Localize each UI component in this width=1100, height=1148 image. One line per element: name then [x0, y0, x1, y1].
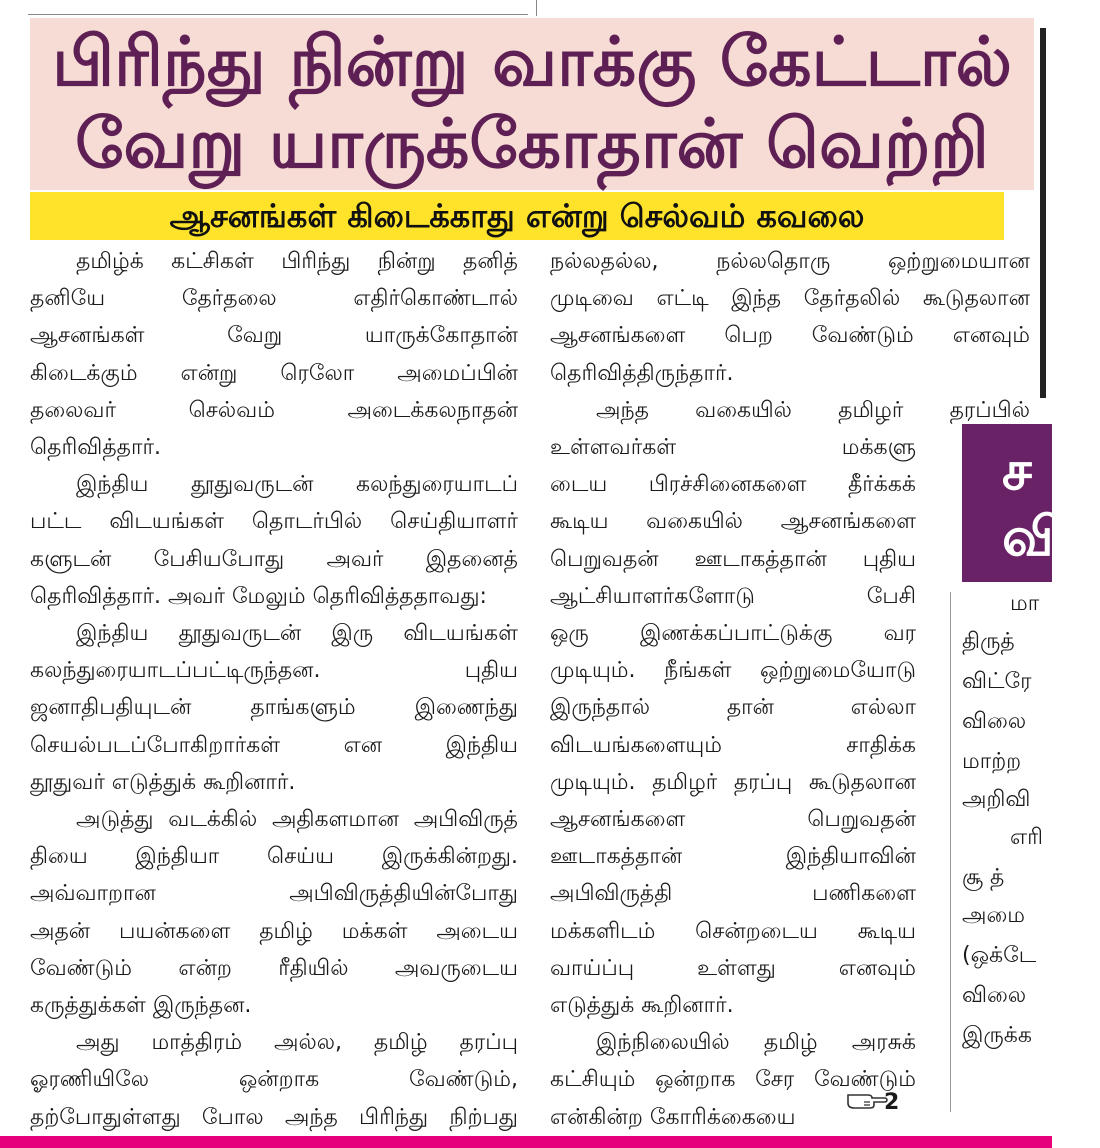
article-line: ஆசனங்கள் வேறு யாருக்கோதான் [30, 323, 518, 349]
subheadline: ஆசனங்கள் கிடைக்காது என்று செல்வம் கவலை [169, 197, 865, 235]
side-column-line: திருத் [962, 629, 1015, 654]
article-line: கலந்துரையாடப்பட்டிருந்தன. புதிய [30, 658, 518, 684]
article-line: எடுத்துக் கூறினார். [550, 993, 734, 1018]
article-line: தியை இந்தியா செய்ய இருக்கின்றது. [30, 844, 518, 870]
article-line: உள்ளவர்கள் மக்களு [550, 435, 916, 460]
side-column-line: அமை [962, 903, 1025, 928]
article-line: கிடைக்கும் என்று ரெலோ அமைப்பின் [30, 360, 518, 386]
article-line: களுடன் பேசியபோது அவர் இதனைத் [30, 546, 518, 572]
article-line: செயல்படப்போகிறார்கள் என இந்திய [30, 732, 518, 758]
article-line: ஊடாகத்தான் இந்தியாவின் [550, 844, 916, 870]
side-column-line: (ஒக்டே [962, 943, 1037, 968]
article-line: கட்சியும் ஒன்றாக சேர வேண்டும் [550, 1067, 916, 1093]
article-line: டைய பிரச்சினைகளை தீர்க்கக் [550, 472, 916, 498]
article-line: இந்திய தூதுவருடன் இரு விடயங்கள் [76, 621, 518, 646]
top-rule [28, 14, 528, 15]
side-column-line: இருக்க [962, 1023, 1032, 1048]
article-line: ஆசனங்களை பெறுவதன் [550, 807, 916, 832]
article-line: நல்லதல்ல, நல்லதொரு ஒற்றுமையான [550, 249, 1030, 274]
right-edge-bar [1040, 28, 1046, 398]
side-column-line: சூ த் [962, 865, 1005, 890]
article-line: வாய்ப்பு உள்ளது எனவும் [550, 955, 916, 981]
side-column-line: எரி [1010, 825, 1043, 850]
pointing-hand-icon [846, 1087, 888, 1111]
article-line: கருத்துக்கள் இருந்தன. [30, 993, 252, 1018]
article-line: மக்களிடம் சென்றடைய கூடிய [550, 918, 916, 944]
side-column-line: விலை [962, 709, 1027, 734]
article-line: அபிவிருத்தி பணிகளை [550, 881, 916, 907]
side-teaser-box [962, 424, 1064, 582]
article-line: தனியே தேர்தலை எதிர்கொண்டால் [30, 286, 518, 312]
article-line: இருந்தால் தான் எல்லா [550, 695, 916, 721]
article-line: அதன் பயன்களை தமிழ் மக்கள் அடைய [30, 918, 518, 944]
article-line: ஒரு இணக்கப்பாட்டுக்கு வர [550, 621, 916, 646]
article-line: ஆட்சியாளர்களோடு பேசி [550, 583, 916, 609]
article-line: விடயங்களையும் சாதிக்க [550, 732, 916, 758]
article-line: முடிவை எட்டி இந்த தேர்தலில் கூடுதலான [550, 286, 1030, 312]
article-line: தெரிவித்திருந்தார். [550, 360, 734, 386]
article-line: கூடிய வகையில் ஆசனங்களை [550, 509, 916, 535]
article-line: அந்த வகையில் தமிழர் தரப்பில் [596, 397, 1030, 423]
article-line: தூதுவர் எடுத்துக் கூறினார். [30, 769, 296, 795]
headline-line-1: பிரிந்து நின்று வாக்கு கேட்டால் [52, 23, 1012, 102]
article-line: வேண்டும் என்ற ரீதியில் அவருடைய [30, 955, 518, 981]
side-box-line-1: ச [1002, 439, 1032, 502]
side-column-line: விலை [962, 983, 1027, 1008]
article-line: ஜனாதிபதியுடன் தாங்களும் இணைந்து [30, 695, 518, 721]
side-column-line: விட்ரே [962, 669, 1032, 694]
footer-color-bar [0, 1136, 1052, 1148]
article-line: பட்ட விடயங்கள் தொடர்பில் செய்தியாளர் [30, 509, 518, 535]
subheadline-bar [30, 192, 1004, 240]
article-line: தெரிவித்தார். அவர் மேலும் தெரிவித்ததாவது: [30, 583, 487, 609]
column-separator [536, 0, 537, 16]
side-column-line: அறிவி [962, 787, 1031, 812]
article-line: முடியும். தமிழர் தரப்பு கூடுதலான [550, 769, 916, 795]
side-column-rule [950, 592, 951, 1112]
article-line: தமிழ்க் கட்சிகள் பிரிந்து நின்று தனித் [76, 249, 518, 274]
article-line: தலைவர் செல்வம் அடைக்கலநாதன் [30, 397, 518, 423]
side-column-line: மா [1010, 591, 1040, 616]
article-line: அது மாத்திரம் அல்ல, தமிழ் தரப்பு [76, 1030, 518, 1056]
side-box-line-2: வி [1002, 505, 1064, 568]
article-line: இந்திய தூதுவருடன் கலந்துரையாடப் [76, 472, 518, 498]
article-line: ஆசனங்களை பெற வேண்டும் எனவும் [550, 323, 1030, 349]
article-line: இந்நிலையில் தமிழ் அரசுக் [596, 1030, 916, 1056]
side-column-line: மாற்ற [962, 749, 1022, 774]
continuation-page-number: 2 [884, 1090, 900, 1115]
headline-line-2: வேறு யாருக்கோதான் வெற்றி [75, 105, 989, 184]
article-line: ஓரணியிலே ஒன்றாக வேண்டும், [30, 1067, 518, 1093]
article-line: தெரிவித்தார். [30, 435, 161, 460]
article-line: அவ்வாறான அபிவிருத்தியின்போது [30, 881, 518, 907]
article-line: என்கின்ற கோரிக்கையை [550, 1104, 796, 1130]
headline-box [30, 18, 1034, 190]
article-line: தற்போதுள்ளது போல அந்த பிரிந்து நிற்பது [30, 1104, 518, 1130]
article-line: அடுத்து வடக்கில் அதிகளமான அபிவிருத் [76, 807, 518, 832]
article-line: முடியும். நீங்கள் ஒற்றுமையோடு [550, 658, 916, 684]
article-line: பெறுவதன் ஊடாகத்தான் புதிய [550, 546, 916, 572]
